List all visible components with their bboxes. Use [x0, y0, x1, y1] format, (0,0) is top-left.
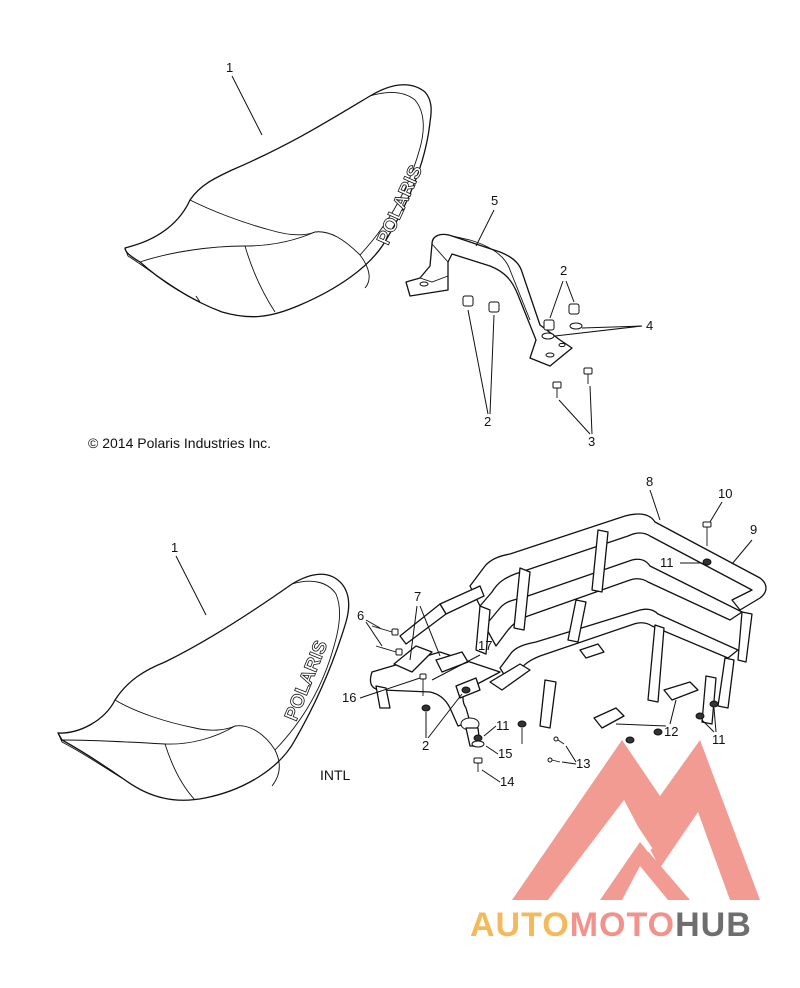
- callout-16: 16: [342, 690, 357, 705]
- seat-logo-text: POLARIS: [373, 162, 427, 249]
- callout-1-top: 1: [226, 60, 234, 75]
- seat-logo-text-bottom: POLARIS: [281, 637, 333, 724]
- pins-13: [548, 729, 662, 762]
- watermark-logo: [512, 740, 760, 900]
- callout-14: 14: [500, 774, 515, 789]
- callout-2-upper: 2: [560, 263, 568, 278]
- callout-11-mid: 11: [496, 718, 510, 733]
- seat-bracket-5: [406, 234, 572, 366]
- callout-6: 6: [357, 608, 365, 623]
- region-label: INTL: [320, 767, 351, 783]
- bottom-seat: [58, 574, 349, 800]
- callout-2-bottom: 2: [422, 738, 430, 753]
- callout-9: 9: [750, 522, 758, 537]
- callout-15: 15: [498, 746, 513, 761]
- callout-11-right: 11: [712, 732, 726, 747]
- bolts-6: [372, 626, 402, 655]
- watermark-text: [470, 906, 752, 944]
- callout-1-bottom: 1: [171, 540, 179, 555]
- callout-2-lower: 2: [484, 414, 492, 429]
- callout-13: 13: [576, 756, 591, 771]
- callout-12: 12: [664, 724, 679, 739]
- bolts-3: [553, 368, 592, 398]
- copyright-text: © 2014 Polaris Industries Inc.: [88, 435, 272, 451]
- top-seat: [125, 85, 431, 317]
- callout-17: 17: [478, 638, 493, 653]
- watermark-auto: AUTO: [470, 906, 570, 944]
- watermark-hub: HUB: [675, 906, 752, 944]
- callout-4: 4: [646, 318, 654, 333]
- callout-8: 8: [646, 474, 654, 489]
- callout-5: 5: [491, 193, 499, 208]
- callout-11-top: 11: [660, 555, 674, 570]
- callout-10: 10: [718, 486, 733, 501]
- callout-7: 7: [414, 589, 422, 604]
- callout-3: 3: [588, 434, 596, 449]
- watermark-moto: MOTO: [569, 906, 676, 944]
